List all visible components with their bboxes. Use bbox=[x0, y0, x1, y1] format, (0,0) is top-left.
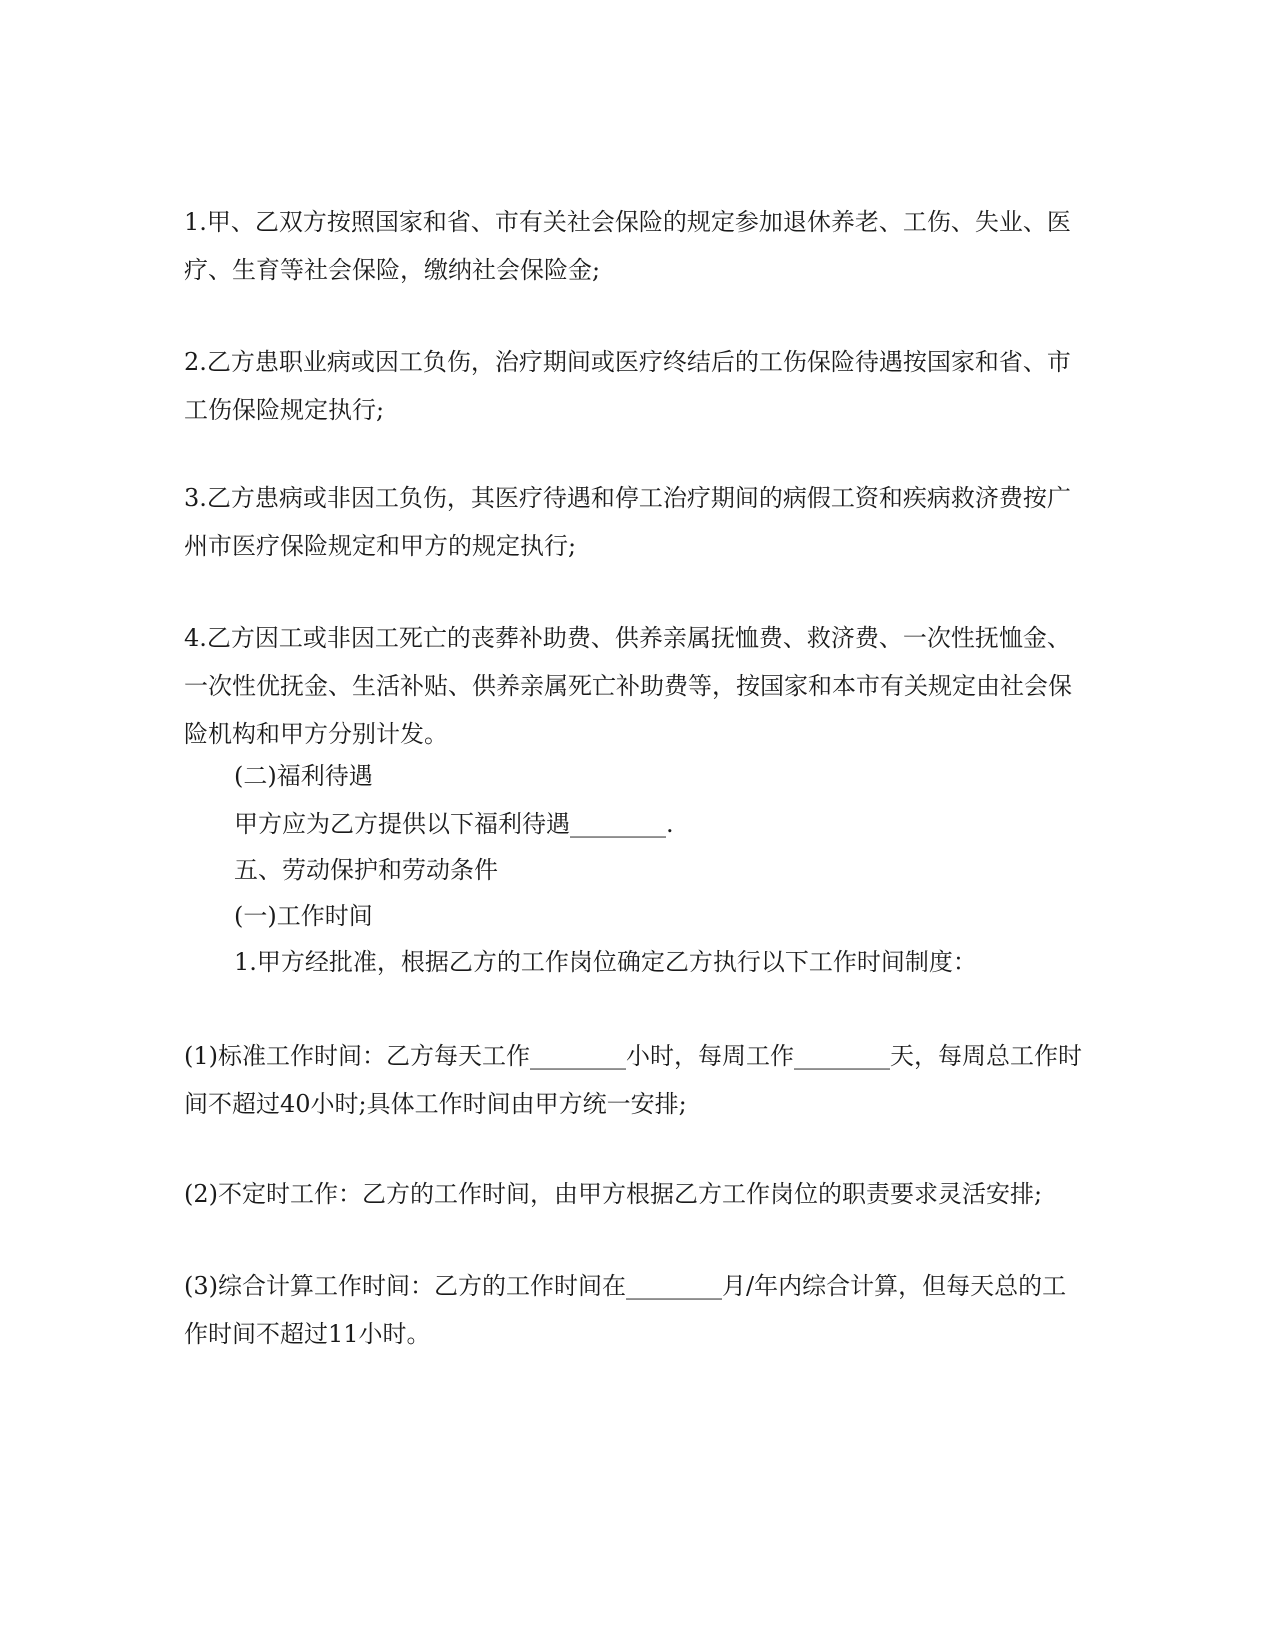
paragraph-flexible-hours: (2)不定时工作：乙方的工作时间，由甲方根据乙方工作岗位的职责要求灵活安排; bbox=[184, 1180, 1043, 1208]
section-heading-labor-protection: 五、劳动保护和劳动条件 bbox=[234, 856, 498, 884]
paragraph-working-hours-system: 1.甲方经批准，根据乙方的工作岗位确定乙方执行以下工作时间制度： bbox=[234, 948, 977, 976]
paragraph-welfare-benefits: 甲方应为乙方提供以下福利待遇________. bbox=[234, 810, 674, 838]
section-heading-welfare: (二)福利待遇 bbox=[234, 762, 373, 790]
paragraph-occupational-injury: 2.乙方患职业病或因工负伤，治疗期间或医疗终结后的工伤保险待遇按国家和省、市工伤保险规定执行; bbox=[184, 348, 1071, 424]
paragraph-social-insurance: 1.甲、乙双方按照国家和省、市有关社会保险的规定参加退休养老、工伤、失业、医疗、生育等社会保险，缴纳社会保险金; bbox=[184, 208, 1071, 284]
paragraph-sick-leave: 3.乙方患病或非因工负伤，其医疗待遇和停工治疗期间的病假工资和疾病救济费按广州市医疗保险规定和甲方的规定执行; bbox=[184, 484, 1071, 560]
paragraph-standard-hours: (1)标准工作时间：乙方每天工作________小时，每周工作________天，每周总工作时间不超过40小时;具体工作时间由甲方统一安排; bbox=[184, 1042, 1082, 1118]
paragraph-comprehensive-hours: (3)综合计算工作时间：乙方的工作时间在________月/年内综合计算，但每天总的工作时间不超过11小时。 bbox=[184, 1272, 1067, 1348]
section-heading-working-hours: (一)工作时间 bbox=[234, 902, 373, 930]
paragraph-death-benefits: 4.乙方因工或非因工死亡的丧葬补助费、供养亲属抚恤费、救济费、一次性抚恤金、一次性优抚金、生活补贴、供养亲属死亡补助费等，按国家和本市有关规定由社会保险机构和甲方分别计发。 bbox=[184, 624, 1072, 748]
